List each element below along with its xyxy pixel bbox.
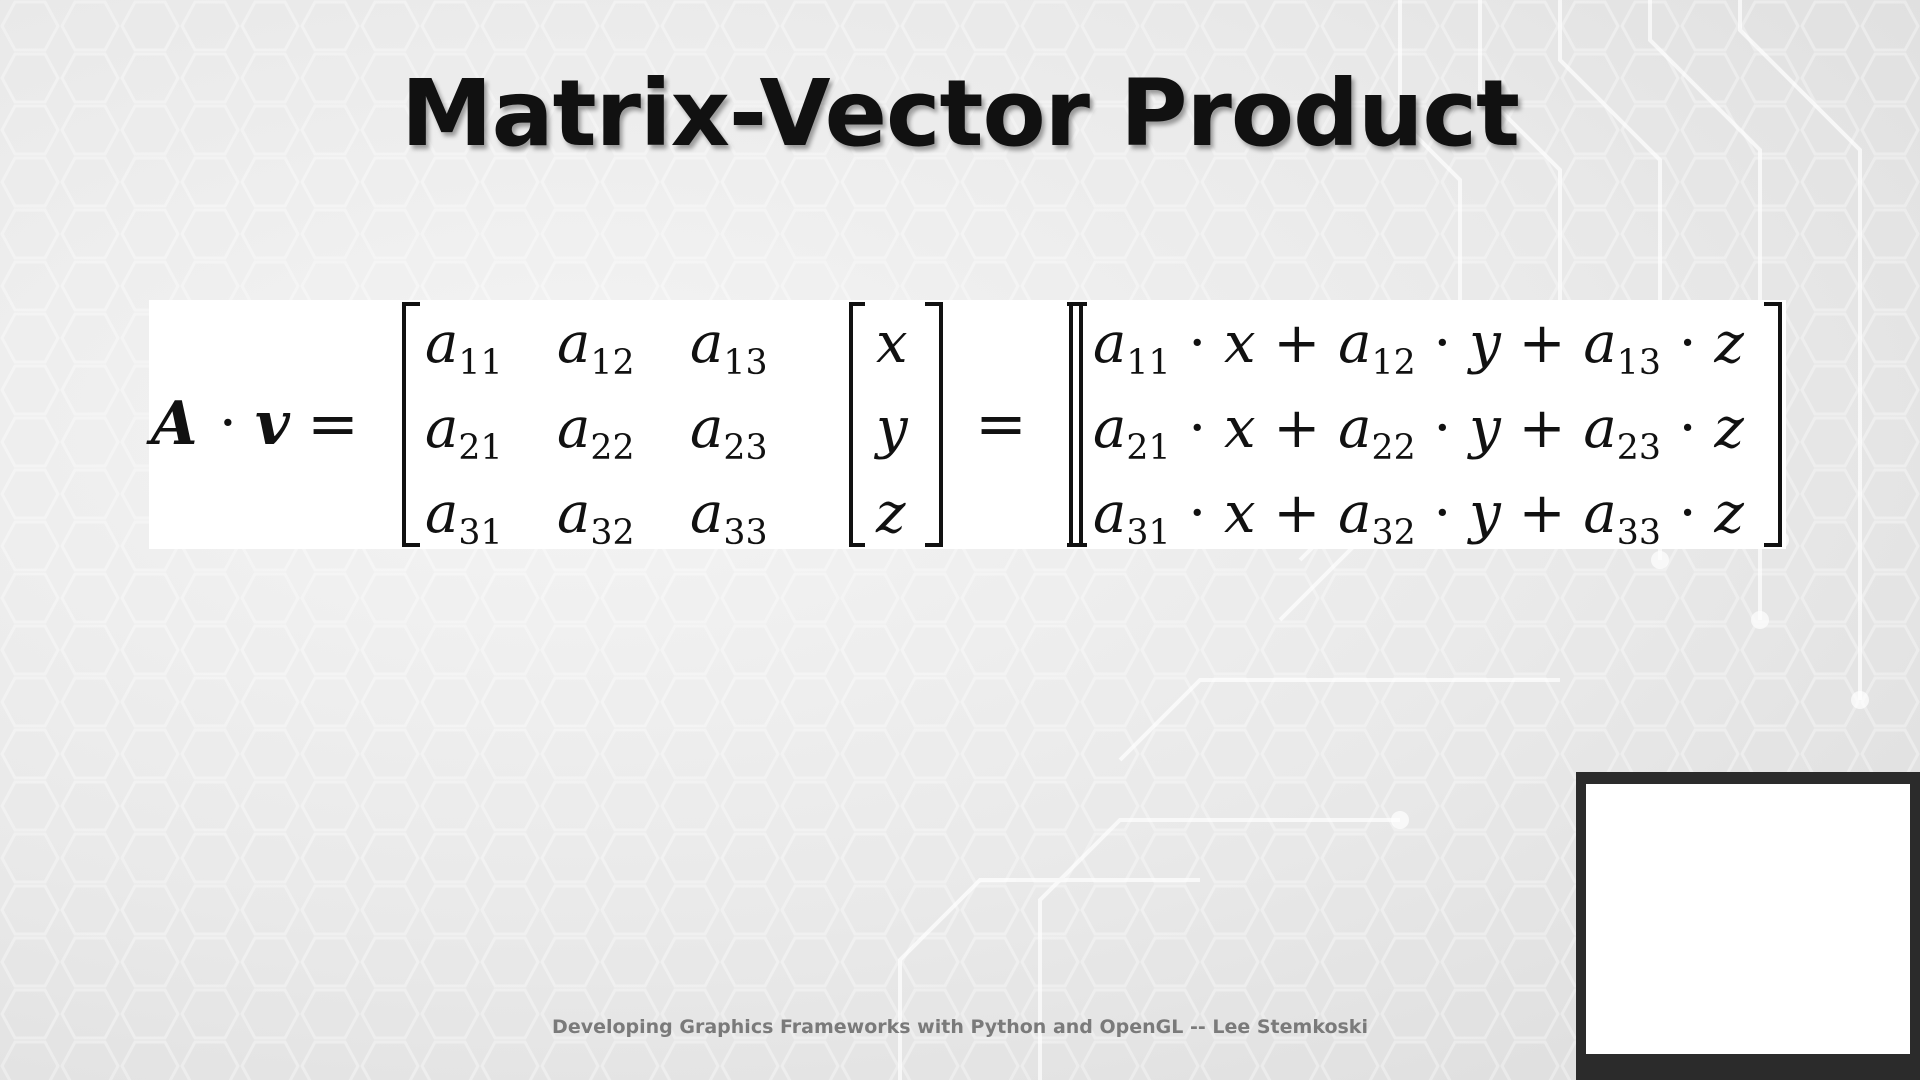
lhs-vector-symbol: v (255, 389, 290, 459)
equation-panel (149, 300, 1786, 554)
matrix-entry-13: $a_{13}$ (690, 311, 768, 384)
lhs-matrix-symbol: A (151, 389, 198, 459)
webcam-video (1586, 784, 1910, 1054)
matrix-entry-11: $a_{11}$ (425, 311, 503, 384)
vector-entry-z: z (876, 481, 906, 546)
lhs-dot: · (219, 391, 237, 456)
slide-footer: Developing Graphics Frameworks with Python and OpenGL -- Lee Stemkoski (552, 1016, 1368, 1038)
vector-entry-y: y (876, 396, 908, 461)
matrix-entry-23: $a_{23}$ (690, 396, 768, 469)
matrix-entry-31: $a_{31}$ (425, 481, 503, 554)
vector-left-bracket (849, 302, 865, 547)
webcam-overlay (1576, 772, 1920, 1080)
slide-title: Matrix-Vector Product (401, 60, 1519, 167)
matrix-entry-21: $a_{21}$ (425, 396, 503, 469)
result-row-3: $a_{31} \cdot x + a_{32} \cdot y + a_{33} \cdot z$ (1093, 481, 1744, 554)
matrix-entry-22: $a_{22}$ (557, 396, 635, 469)
result-row-1: $a_{11} \cdot x + a_{12} \cdot y + a_{13} \cdot z$ (1093, 311, 1744, 384)
matrix-entry-32: $a_{32}$ (557, 481, 635, 554)
matrix-entry-33: $a_{33}$ (690, 481, 768, 554)
result-row-2: $a_{21} \cdot x + a_{22} \cdot y + a_{23} \cdot z$ (1093, 396, 1744, 469)
vector-entry-x: x (876, 311, 908, 376)
equals-sign: = (975, 387, 1027, 460)
matrix-left-bracket (402, 302, 420, 547)
matrix-entry-12: $a_{12}$ (557, 311, 635, 384)
result-left-bracket (1069, 302, 1087, 547)
lhs-equals: = (307, 387, 359, 460)
result-right-bracket (1764, 302, 1782, 547)
